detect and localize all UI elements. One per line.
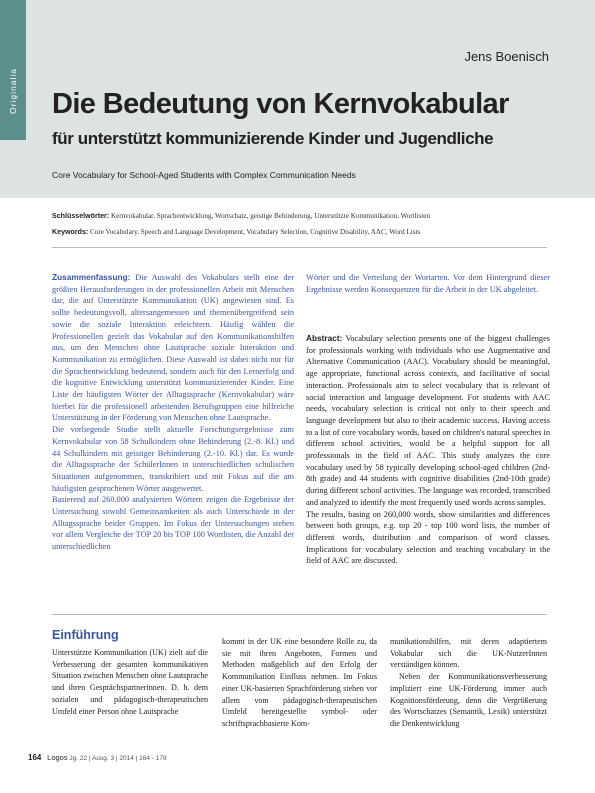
article-subtitle: für unterstützt kommunizierende Kinder und Jugendliche bbox=[52, 129, 494, 148]
zusammenfassung-continued: Wörter und die Verteilung der Wortarten. Vor dem Hintergrund dieser Ergebnisse werden Konsequenzen für die Arbeit in der UK abgeleitet. bbox=[306, 273, 550, 294]
body-paragraph: Unterstützte Kommunikation (UK) zielt auf die Verbesserung der gesamten kommunikativen Situation zwischen Menschen ohne Lautsprache und ihren Gesprächspartnerinnen. D. h. dem sozialen und pädagogisch-therapeutischen Umfeld einer Person ohne Lautsprache bbox=[52, 648, 208, 716]
divider bbox=[52, 614, 547, 615]
article-title: Die Bedeutung von Kernvokabular bbox=[52, 88, 509, 120]
section-label: Originalia bbox=[7, 68, 18, 114]
body-column-1 bbox=[52, 647, 208, 717]
section-heading-einfuehrung: Einführung bbox=[52, 628, 119, 642]
page-number: 164 bbox=[28, 753, 42, 762]
body-paragraph: munikationshilfen, mit deren adaptiertem Vokabular sich die UK-NutzerInnen verständigen können. bbox=[390, 637, 547, 670]
author-name: Jens Boenisch bbox=[464, 49, 549, 64]
body-paragraph: kommt in der UK eine besondere Rolle zu, da sie mit ihren Angeboten, Formen und Methoden maßgeblich auf den Erfolg der Kommunikation Einfluss nehmen. Im Fokus einer UK-basierten Sprachförderung stehen vor allem vom pädagogisch-therapeutischen Umfeld bereitgestellte symbol- oder schriftsprachbasierte Kom- bbox=[222, 637, 377, 728]
zusammenfassung-p1: Die Auswahl des Vokabulars stellt eine der größten Herausforderungen in der professionellen Arbeit mit Menschen dar, die auf Unterstützte Kommunikation (UK) angewiesen sind. Es sollte bedeutungsvoll, altersangemessen und themenübergreifend sein sowie die soziale Interaktion erleichtern. Häufig wählen die Professionellen gezielt das Vokabular auf den Kommunikationshilfen aus, um den Menschen ohne Lautsprache soziale Interaktion und Kommunikation zu ermöglichen. Diese Auswahl ist dabei nicht nur für die Sprachentwicklung bedeutend, sondern auch für den Lernerfolg und die kognitive Entwicklung unterstützt kommunizierender Kinder. Eine Liste der häufigsten Wörter der Alltagssprache (Kernvokabular) wäre hierbei für die professionell arbeitenden Berufsgruppen eine hilfreiche Unterstützung in der Förderung von Menschen ohne Lautsprache. bbox=[52, 273, 294, 423]
zusammenfassung-p2: Die vorliegende Studie stellt aktuelle Forschungsergebnisse zum Kernvokabular von 58 Schulkindern ohne Behinderung (2.-8. Kl.) und 44 Schulkindern mit geistiger Behinderung (2.-10. Kl.) dar. Es wurde die Alltagssprache der SchülerInnen in unterschiedlichen schulischen Situationen aufgenommen, transkribiert und mit Fokus auf die am häufigsten gesprochenen Wörter ausgewertet. bbox=[52, 425, 294, 493]
zusammenfassung-p3: Basierend auf 260.000 analysierten Wörtern zeigen die Ergebnisse der Untersuchung sowohl Gemeinsamkeiten als auch Unterschiede in der Alltagssprache beider Gruppen. Im Fokus der Untersuchungen stehen vor allem Vergleiche der TOP 20 bis TOP 100 Wortlisten, die Anzahl der unterschiedlichen bbox=[52, 495, 294, 552]
abstract-p1: Vocabulary selection presents one of the biggest challenges for professionals working with individuals who use Augmentative and Alternative Communication (AAC). Vocabulary should be meaningful, age appropriate, functional across contexts, and facilitative of social interaction. Professionals aim to select vocabulary that is relevant of social interaction and language development. For students with AAC needs, vocabulary selection is critical not only to their speech and language development but also to their academic success. Having access to a list of core vocabulary words, based on children's natural speeches in different school activities, would be a helpful support for all professionals in the field of AAC. This study analyzes the core vocabulary used by 58 typically developing school-aged children (2nd-8th grade) and 44 students with cognitive disabilities (2nd-10th grade) during different school activities. The language was recorded, transcribed and analyzed to identify the most frequently used words across samples. bbox=[306, 334, 550, 507]
abstract bbox=[306, 333, 550, 567]
divider bbox=[52, 247, 547, 248]
journal-name: Logos bbox=[47, 753, 68, 762]
keywords-en bbox=[52, 228, 420, 236]
journal-info: Jg. 22 | Ausg. 3 | 2014 | 164 - 178 bbox=[69, 755, 167, 762]
body-column-3 bbox=[390, 636, 547, 730]
zusammenfassung bbox=[52, 272, 294, 553]
keywords-en-label: Keywords: bbox=[52, 228, 89, 236]
keywords-de-text: Kernvokabular, Sprachentwicklung, Wortschatz, geistige Behinderung, Unterstützte Kommunikation, Wortlisten bbox=[110, 212, 430, 220]
keywords-de-label: Schlüsselwörter: bbox=[52, 212, 110, 220]
english-title: Core Vocabulary for School-Aged Students with Complex Communication Needs bbox=[52, 170, 356, 180]
body-column-2 bbox=[222, 636, 377, 730]
keywords-de bbox=[52, 212, 430, 220]
abstract-p2: The results, basing on 260,000 words, show similarities and differences between both groups, e.g. top 20 - top 100 word lists, the number of different words, distribution and comparison of word classes. Implications for vocabulary selection and teaching vocabulary in the field of AAC are discussed. bbox=[306, 509, 550, 566]
zusammenfassung-label: Zusammenfassung: bbox=[52, 272, 131, 282]
abstract-label: Abstract: bbox=[306, 333, 343, 343]
page-footer bbox=[28, 753, 167, 762]
body-paragraph: Neben der Kommunikationsverbesserung impliziert eine UK-Förderung immer auch Kognitionsförderung, denn die Vergrößerung des Wortschatzes (Semantik, Lexik) unterstützt die Denkentwicklung bbox=[390, 672, 547, 728]
keywords-en-text: Core Vocabulary, Speech and Language Development, Vocabulary Selection, Cognitive Disability, AAC, Word Lists bbox=[90, 228, 421, 236]
